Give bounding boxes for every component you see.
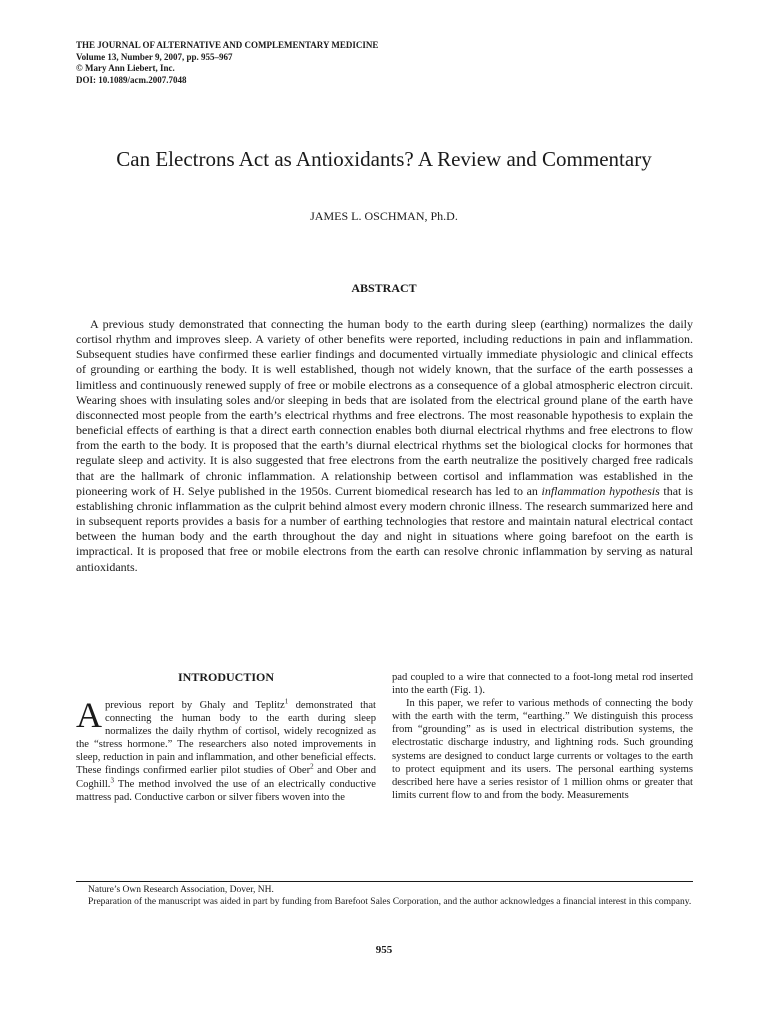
journal-copyright: © Mary Ann Liebert, Inc. bbox=[76, 63, 175, 73]
abstract-text-part2: that is establishing chronic inflammation as the culprit behind almost every modern chronic illness. The research summarized here and in subsequent reports provides a basis for a number of earthing technologies that restore and maintain natural electrical contact between the human body and the earth throughout the day and night in situations where going barefoot on the earth is impractical. It is proposed that free or mobile electrons from the earth can resolve chronic inflammation by serving as natural antioxidants. bbox=[76, 483, 693, 574]
journal-volume: Volume 13, Number 9, 2007, pp. 955–967 bbox=[76, 51, 233, 62]
footnote-affiliation: Nature’s Own Research Association, Dover, NH. bbox=[88, 885, 274, 895]
article-title: Can Electrons Act as Antioxidants? A Review and Commentary bbox=[116, 147, 652, 171]
abstract-text-part1: A previous study demonstrated that connecting the human body to the earth during sleep (earthing) normalizes the daily cortisol rhythm and improves sleep. A variety of other benefits were reported, including reductions in pain and inflammation. Subsequent studies have confirmed these earlier findings and documented virtually immediate physiologic and clinical effects of grounding or earthing the body. It is well established, though not widely known, that the surface of the earth possesses a limitless and continuously renewed supply of free or mobile electrons as a consequence of a global atmospheric electron circuit. Wearing shoes with insulating soles and/or sleeping in beds that are isolated from the electrical ground plane of the earth have disconnected most people from the earth’s electrical rhythms and free electrons. The most reasonable hypothesis to explain the beneficial effects of earthing is that a direct earth connection enables both diurnal electrical rhythms and free electrons to flow from the earth to the body. It is proposed that the earth’s diurnal electrical rhythms set the biological clocks for hormones that regulate sleep and activity. It is also suggested that free electrons from the earth neutralize the positively charged free radicals that are the hallmark of chronic inflammation. A relationship between cortisol and inflammation was established in the pioneering work of H. Selye published in the 1950s. Current biomedical research has led to an bbox=[76, 317, 693, 498]
article-author: JAMES L. OSCHMAN, Ph.D. bbox=[310, 209, 458, 223]
footnote-divider bbox=[76, 881, 693, 882]
intro-text-d: The method involved the use of an electrically conductive mattress pad. Conductive carbon or silver fibers woven into the bbox=[76, 778, 376, 803]
reference-3: 3 bbox=[110, 776, 114, 785]
intro-text-b: demonstrated that connecting the human body to the earth during sleep normalizes the daily rhythm of cortisol, widely recognized as the “stress hormone.” The researchers also noted improvements in sleep, reduction in pain and inflammation, and other beneficial effects. These findings confirmed earlier pilot studies of Ober bbox=[76, 700, 376, 777]
right-paragraph-1: pad coupled to a wire that connected to a foot-long metal rod inserted into the earth (Fig. 1). bbox=[392, 672, 693, 697]
abstract-heading: ABSTRACT bbox=[351, 281, 417, 295]
abstract-body bbox=[76, 317, 693, 575]
drop-cap: A bbox=[76, 695, 102, 735]
introduction-paragraph bbox=[76, 695, 376, 804]
introduction-heading: INTRODUCTION bbox=[177, 670, 274, 684]
abstract-italic-term: inflammation hypothesis bbox=[541, 483, 660, 498]
journal-name: THE JOURNAL OF ALTERNATIVE AND COMPLEMENTARY MEDICINE bbox=[76, 40, 379, 50]
right-paragraph-2: In this paper, we refer to various methods of connecting the body with the earth with the term, “earthing.” We distinguish this process from “grounding” as is used in electrical distribution systems, the electrostatic discharge industry, and lightning rods. Such grounding systems are designed to conduct large currents or voltages to the earth to protect equipment and its users. The personal earthing systems described here have a series resistor of 1 million ohms or greater that limits current flow to and from the body. Measurements bbox=[392, 698, 693, 801]
intro-text-a: previous report by Ghaly and Teplitz bbox=[105, 700, 285, 711]
intro-text-c: and Ober and Coghill. bbox=[76, 765, 376, 790]
page-number: 955 bbox=[375, 944, 393, 956]
footnote-funding: Preparation of the manuscript was aided in part by funding from Barefoot Sales Corporation, and the author acknowledges a financial interest in this company. bbox=[88, 896, 692, 907]
right-column bbox=[392, 671, 693, 802]
journal-doi: DOI: 10.1089/acm.2007.7048 bbox=[76, 74, 187, 85]
reference-2: 2 bbox=[310, 762, 314, 771]
footnotes bbox=[76, 885, 693, 908]
left-column bbox=[76, 670, 376, 804]
reference-1: 1 bbox=[284, 697, 289, 706]
journal-header bbox=[76, 40, 378, 86]
